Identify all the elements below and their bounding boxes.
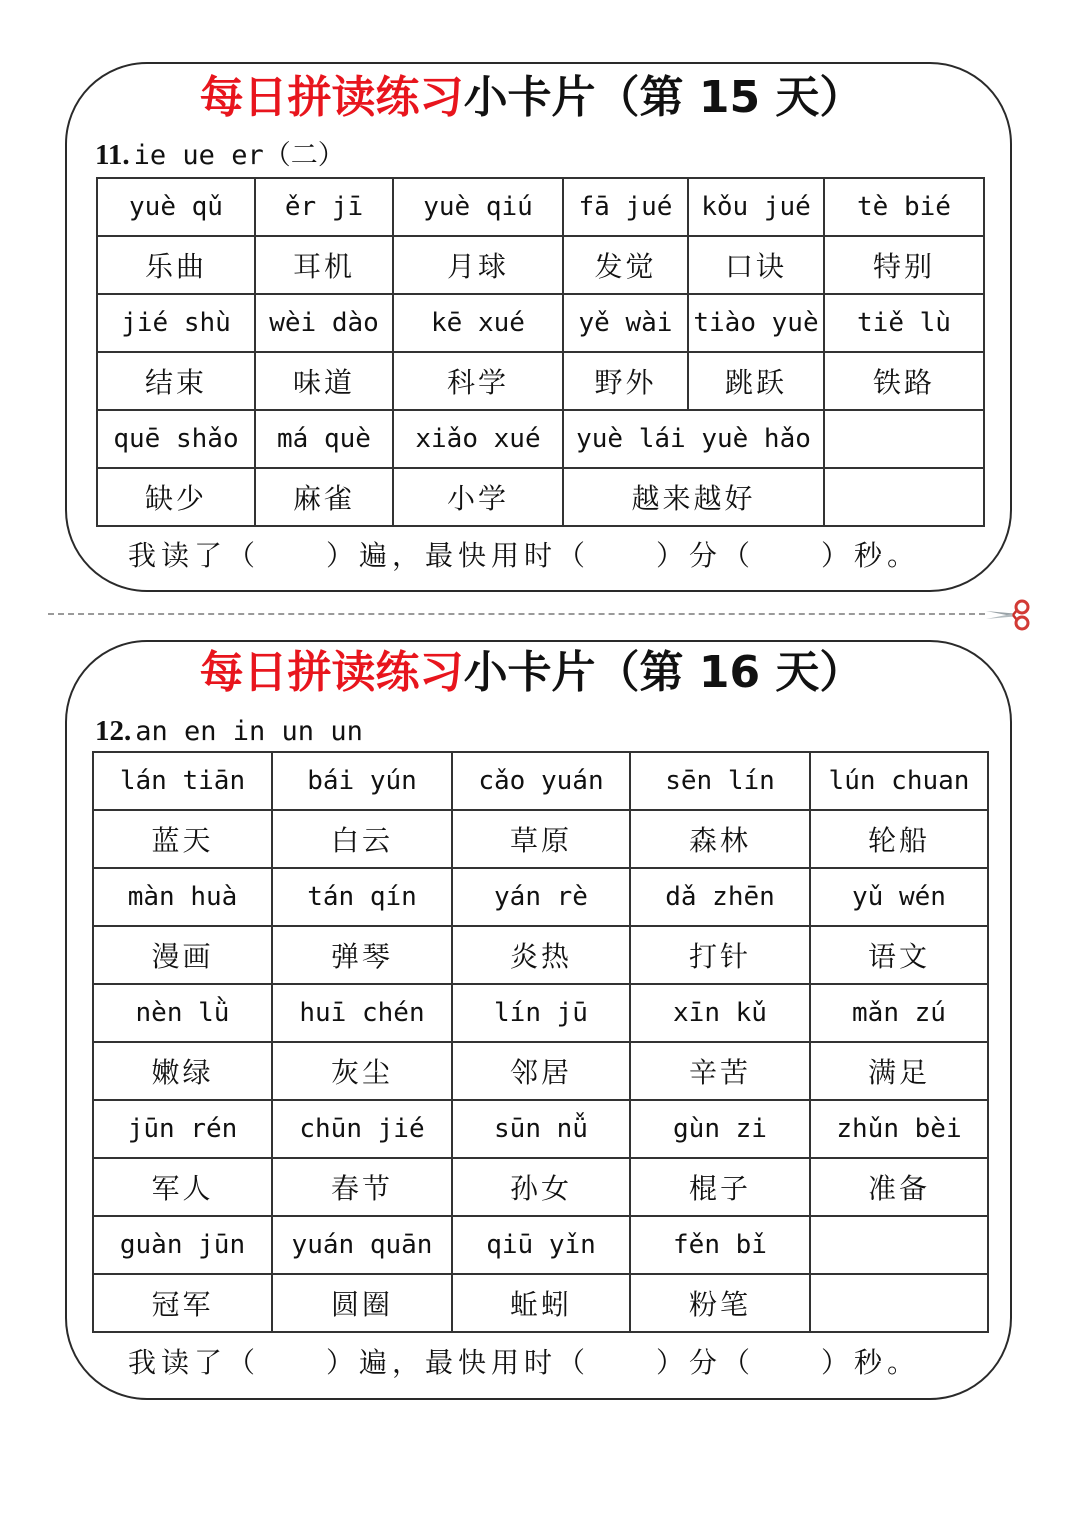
hanzi-cell: 结束 <box>97 352 255 410</box>
hanzi-cell: 月球 <box>393 236 563 294</box>
hanzi-cell: 打针 <box>630 926 810 984</box>
empty-cell <box>824 468 984 526</box>
hanzi-cell: 春节 <box>272 1158 452 1216</box>
pinyin-cell: màn huà <box>93 868 272 926</box>
pinyin-cell: guàn jūn <box>93 1216 272 1274</box>
pinyin-cell: yán rè <box>452 868 630 926</box>
card-title <box>58 647 1005 699</box>
pinyin-cell-wide: yuè lái yuè hǎo <box>563 410 824 468</box>
pinyin-cell: nèn lǜ <box>93 984 272 1042</box>
hanzi-cell: 特别 <box>824 236 984 294</box>
empty-cell <box>824 410 984 468</box>
pinyin-cell: jūn rén <box>93 1100 272 1158</box>
hanzi-cell: 跳跃 <box>688 352 824 410</box>
hanzi-cell: 科学 <box>393 352 563 410</box>
hanzi-cell: 棍子 <box>630 1158 810 1216</box>
pinyin-cell: qiū yǐn <box>452 1216 630 1274</box>
pinyin-table <box>96 177 985 527</box>
pinyin-cell: gùn zi <box>630 1100 810 1158</box>
card-title-black: 小卡片（第 16 天） <box>463 647 864 698</box>
hanzi-row <box>97 236 984 294</box>
pinyin-cell: huī chén <box>272 984 452 1042</box>
hanzi-cell: 发觉 <box>563 236 688 294</box>
pinyin-cell: xiǎo xué <box>393 410 563 468</box>
card-title-black: 小卡片（第 15 天） <box>463 72 864 123</box>
hanzi-cell: 口诀 <box>688 236 824 294</box>
hanzi-cell: 耳机 <box>255 236 393 294</box>
hanzi-cell: 圆圈 <box>272 1274 452 1332</box>
pinyin-row <box>93 868 988 926</box>
lesson-heading <box>95 139 345 172</box>
pinyin-cell: zhǔn bèi <box>810 1100 988 1158</box>
pinyin-row <box>93 1216 988 1274</box>
pinyin-cell: jié shù <box>97 294 255 352</box>
pinyin-cell: yuè qǔ <box>97 178 255 236</box>
hanzi-row <box>97 468 984 526</box>
hanzi-cell: 乐曲 <box>97 236 255 294</box>
pinyin-cell: fěn bǐ <box>630 1216 810 1274</box>
pinyin-cell: tiě lù <box>824 294 984 352</box>
pinyin-cell: kē xué <box>393 294 563 352</box>
lesson-heading <box>95 715 363 748</box>
card-title <box>58 72 1005 124</box>
pinyin-cell: tiào yuè <box>688 294 824 352</box>
pinyin-cell: lín jū <box>452 984 630 1042</box>
pinyin-cell: sūn nǚ <box>452 1100 630 1158</box>
pinyin-row <box>93 1100 988 1158</box>
lesson-topic: an en in un un <box>135 716 363 747</box>
pinyin-cell: fā jué <box>563 178 688 236</box>
hanzi-cell: 孙女 <box>452 1158 630 1216</box>
hanzi-cell: 粉笔 <box>630 1274 810 1332</box>
hanzi-cell: 小学 <box>393 468 563 526</box>
reading-record-line: 我读了（ ）遍，最快用时（ ）分（ ）秒。 <box>128 539 921 572</box>
pinyin-row <box>97 178 984 236</box>
hanzi-cell: 白云 <box>272 810 452 868</box>
pinyin-cell: kǒu jué <box>688 178 824 236</box>
pinyin-table <box>92 751 989 1333</box>
dashed-cut-line <box>48 613 985 615</box>
empty-cell <box>810 1274 988 1332</box>
pinyin-cell: yě wài <box>563 294 688 352</box>
pinyin-row <box>93 984 988 1042</box>
lesson-number: 11. <box>95 139 130 171</box>
hanzi-cell: 铁路 <box>824 352 984 410</box>
pinyin-cell: cǎo yuán <box>452 752 630 810</box>
pinyin-row <box>93 752 988 810</box>
card-title-red: 每日拼读练习 <box>199 647 464 698</box>
hanzi-cell: 准备 <box>810 1158 988 1216</box>
hanzi-cell: 邻居 <box>452 1042 630 1100</box>
hanzi-cell: 漫画 <box>93 926 272 984</box>
hanzi-row <box>93 810 988 868</box>
hanzi-cell: 缺少 <box>97 468 255 526</box>
pinyin-cell: tè bié <box>824 178 984 236</box>
pinyin-cell: dǎ zhēn <box>630 868 810 926</box>
pinyin-cell: lán tiān <box>93 752 272 810</box>
pinyin-cell: bái yún <box>272 752 452 810</box>
hanzi-cell: 蚯蚓 <box>452 1274 630 1332</box>
hanzi-cell: 满足 <box>810 1042 988 1100</box>
hanzi-cell: 嫩绿 <box>93 1042 272 1100</box>
hanzi-cell: 草原 <box>452 810 630 868</box>
hanzi-cell: 军人 <box>93 1158 272 1216</box>
hanzi-cell: 麻雀 <box>255 468 393 526</box>
pinyin-cell: mǎn zú <box>810 984 988 1042</box>
pinyin-cell: wèi dào <box>255 294 393 352</box>
hanzi-cell: 炎热 <box>452 926 630 984</box>
pinyin-cell: yuè qiú <box>393 178 563 236</box>
pinyin-cell: lún chuan <box>810 752 988 810</box>
hanzi-row <box>93 1158 988 1216</box>
hanzi-cell: 灰尘 <box>272 1042 452 1100</box>
pinyin-row <box>97 294 984 352</box>
hanzi-row <box>97 352 984 410</box>
hanzi-row <box>93 926 988 984</box>
hanzi-cell: 蓝天 <box>93 810 272 868</box>
hanzi-cell: 轮船 <box>810 810 988 868</box>
hanzi-cell: 森林 <box>630 810 810 868</box>
pinyin-cell: tán qín <box>272 868 452 926</box>
lesson-number: 12. <box>95 715 132 747</box>
pinyin-cell: xīn kǔ <box>630 984 810 1042</box>
pinyin-cell: má què <box>255 410 393 468</box>
hanzi-cell-wide: 越来越好 <box>563 468 824 526</box>
pinyin-cell: chūn jié <box>272 1100 452 1158</box>
card-title-red: 每日拼读练习 <box>199 72 464 123</box>
pinyin-cell: ěr jī <box>255 178 393 236</box>
pinyin-cell: quē shǎo <box>97 410 255 468</box>
hanzi-cell: 弹琴 <box>272 926 452 984</box>
hanzi-row <box>93 1274 988 1332</box>
hanzi-cell: 语文 <box>810 926 988 984</box>
lesson-topic: ie ue er（二） <box>133 140 345 171</box>
pinyin-cell: yuán quān <box>272 1216 452 1274</box>
scissors-icon <box>984 598 1032 632</box>
hanzi-cell: 辛苦 <box>630 1042 810 1100</box>
hanzi-cell: 味道 <box>255 352 393 410</box>
empty-cell <box>810 1216 988 1274</box>
pinyin-row <box>97 410 984 468</box>
hanzi-cell: 冠军 <box>93 1274 272 1332</box>
reading-record-line: 我读了（ ）遍，最快用时（ ）分（ ）秒。 <box>128 1346 921 1379</box>
pinyin-cell: sēn lín <box>630 752 810 810</box>
hanzi-cell: 野外 <box>563 352 688 410</box>
pinyin-cell: yǔ wén <box>810 868 988 926</box>
hanzi-row <box>93 1042 988 1100</box>
